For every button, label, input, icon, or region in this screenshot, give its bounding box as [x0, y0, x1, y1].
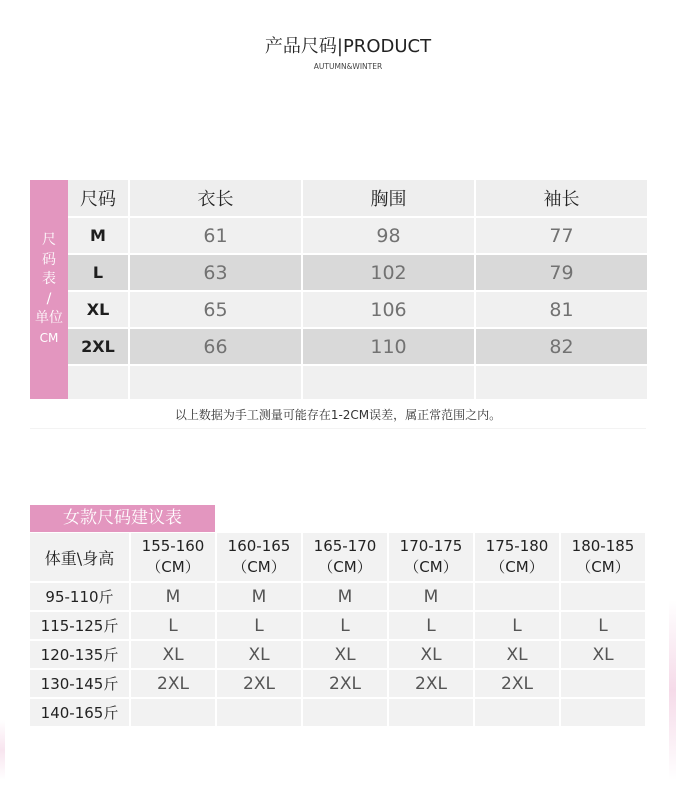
page-subtitle: AUTUMN&WINTER	[313, 62, 383, 71]
recommended-size-cell	[131, 699, 215, 726]
edge-decoration	[669, 600, 676, 780]
column-header-length: 衣长	[130, 180, 301, 216]
length-value-cell: 65	[130, 292, 301, 327]
height-unit: （CM）	[490, 558, 544, 576]
size-label-cell: M	[68, 218, 128, 253]
recommended-size-cell: L	[303, 612, 387, 639]
recommended-size-cell	[303, 699, 387, 726]
height-range: 160-165	[227, 537, 291, 555]
height-column-header	[217, 533, 301, 581]
length-value-cell	[130, 366, 301, 399]
recommended-size-cell: M	[389, 583, 473, 610]
height-range: 175-180	[485, 537, 549, 555]
sleeve-value-cell: 82	[476, 329, 647, 364]
height-column-header	[131, 533, 215, 581]
recommended-size-cell: XL	[217, 641, 301, 668]
column-header-sleeve: 袖长	[476, 180, 647, 216]
height-range: 170-175	[399, 537, 463, 555]
length-value-cell: 63	[130, 255, 301, 290]
side-label-line: 码	[42, 251, 56, 268]
height-unit: （CM）	[232, 558, 286, 576]
size-label-cell: 2XL	[68, 329, 128, 364]
height-unit: （CM）	[576, 558, 630, 576]
page-title: 产品尺码|PRODUCT	[264, 36, 432, 57]
recommended-size-cell: XL	[303, 641, 387, 668]
height-unit: （CM）	[146, 558, 200, 576]
size-label-cell: XL	[68, 292, 128, 327]
recommended-size-cell	[217, 699, 301, 726]
recommend-table	[30, 533, 645, 726]
weight-label-cell: 140-165斤	[30, 699, 129, 726]
measurement-note: 以上数据为手工测量可能存在1-2CM误差，属正常范围之内。	[174, 408, 502, 422]
length-value-cell: 61	[130, 218, 301, 253]
recommended-size-cell	[389, 699, 473, 726]
recommended-size-cell	[561, 670, 645, 697]
chest-value-cell	[303, 366, 474, 399]
chest-value-cell: 110	[303, 329, 474, 364]
side-label-line: 单位	[35, 310, 63, 326]
recommended-size-cell: XL	[389, 641, 473, 668]
height-range: 165-170	[313, 537, 377, 555]
height-column-header	[389, 533, 473, 581]
side-label-line: 尺	[42, 232, 56, 248]
side-label-line: CM	[39, 330, 59, 345]
recommended-size-cell: 2XL	[475, 670, 559, 697]
recommended-size-cell: L	[217, 612, 301, 639]
size-label-cell	[68, 366, 128, 399]
column-header-chest: 胸围	[303, 180, 474, 216]
recommended-size-cell: M	[303, 583, 387, 610]
height-range: 155-160	[141, 537, 205, 555]
recommended-size-cell: XL	[561, 641, 645, 668]
column-header-size: 尺码	[68, 180, 128, 216]
size-label-cell: L	[68, 255, 128, 290]
height-range: 180-185	[571, 537, 635, 555]
recommended-size-cell: 2XL	[217, 670, 301, 697]
edge-decoration	[0, 720, 5, 780]
corner-header: 体重\身高	[30, 533, 129, 581]
size-table-side-label	[30, 180, 68, 399]
chest-value-cell: 98	[303, 218, 474, 253]
recommended-size-cell: L	[389, 612, 473, 639]
side-label-line: /	[46, 290, 52, 307]
height-column-header	[475, 533, 559, 581]
recommended-size-cell: XL	[131, 641, 215, 668]
recommended-size-cell: 2XL	[131, 670, 215, 697]
section-divider	[30, 428, 646, 429]
sleeve-value-cell: 79	[476, 255, 647, 290]
height-column-header	[303, 533, 387, 581]
recommended-size-cell: 2XL	[389, 670, 473, 697]
weight-label-cell: 95-110斤	[30, 583, 129, 610]
title-block	[20, 36, 676, 72]
weight-label-cell: 120-135斤	[30, 641, 129, 668]
sleeve-value-cell: 77	[476, 218, 647, 253]
recommended-size-cell: L	[131, 612, 215, 639]
sleeve-value-cell: 81	[476, 292, 647, 327]
weight-label-cell: 130-145斤	[30, 670, 129, 697]
height-column-header	[561, 533, 645, 581]
recommended-size-cell	[561, 699, 645, 726]
recommend-table-tab: 女款尺码建议表	[30, 505, 215, 532]
recommended-size-cell: L	[475, 612, 559, 639]
recommended-size-cell	[475, 699, 559, 726]
recommended-size-cell: M	[217, 583, 301, 610]
sleeve-value-cell	[476, 366, 647, 399]
recommended-size-cell: XL	[475, 641, 559, 668]
recommended-size-cell: M	[131, 583, 215, 610]
chest-value-cell: 106	[303, 292, 474, 327]
chest-value-cell: 102	[303, 255, 474, 290]
length-value-cell: 66	[130, 329, 301, 364]
size-table	[68, 180, 647, 399]
recommended-size-cell	[561, 583, 645, 610]
height-unit: （CM）	[318, 558, 372, 576]
height-unit: （CM）	[404, 558, 458, 576]
weight-label-cell: 115-125斤	[30, 612, 129, 639]
recommended-size-cell	[475, 583, 559, 610]
recommended-size-cell: L	[561, 612, 645, 639]
recommended-size-cell: 2XL	[303, 670, 387, 697]
side-label-line: 表	[42, 271, 56, 287]
